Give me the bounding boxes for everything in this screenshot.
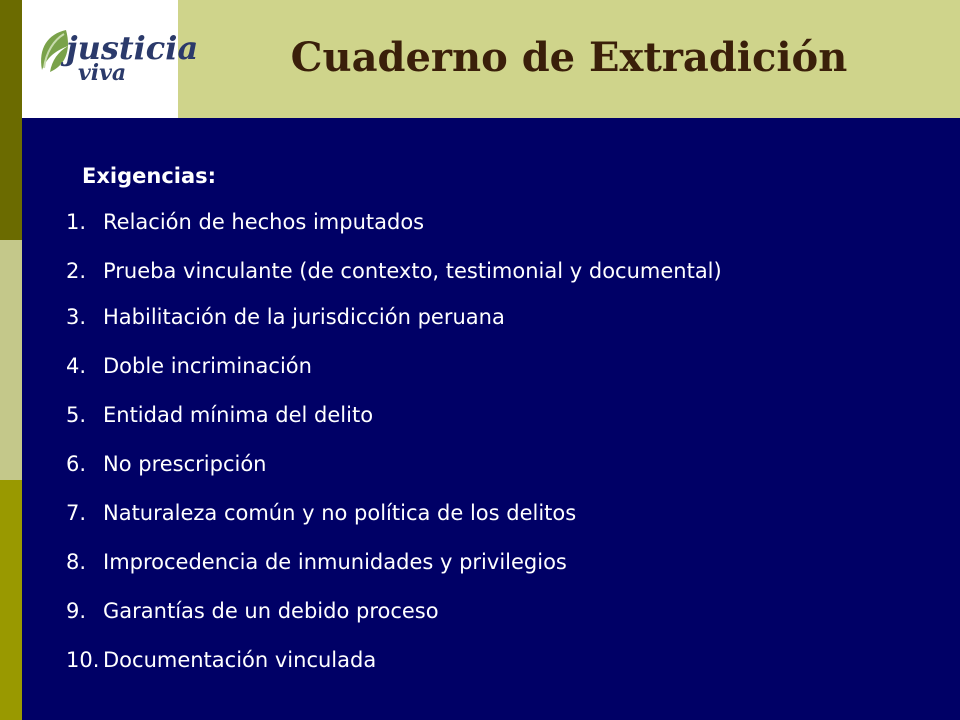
item-number: 4.	[66, 354, 87, 378]
side-strip-bottom	[0, 480, 22, 720]
list-item	[66, 352, 766, 380]
logo-word-viva: viva	[78, 60, 127, 86]
item-text: No prescripción	[103, 452, 267, 476]
logo	[22, 0, 199, 118]
item-text: Entidad mínima del delito	[103, 403, 374, 427]
item-text: Improcedencia de inmunidades y privilegios	[103, 550, 567, 574]
list-item	[66, 257, 766, 285]
side-strip-middle	[0, 240, 22, 480]
item-number: 8.	[66, 550, 87, 574]
item-text: Garantías de un debido proceso	[103, 599, 439, 623]
side-strip-top	[0, 0, 22, 240]
list-heading: Exigencias:	[82, 164, 217, 188]
item-text: Habilitación de la jurisdicción peruana	[103, 305, 505, 329]
item-number: 5.	[66, 403, 87, 427]
item-number: 10.	[66, 648, 100, 672]
list-item	[66, 597, 766, 625]
list-item	[66, 401, 766, 429]
item-text: Documentación vinculada	[103, 648, 377, 672]
slide-title: Cuaderno de Extradición	[290, 34, 848, 81]
item-number: 2.	[66, 259, 87, 283]
item-text: Naturaleza común y no política de los delitos	[103, 501, 577, 525]
item-text: Prueba vinculante (de contexto, testimonial y documental)	[103, 259, 722, 283]
item-number: 9.	[66, 599, 87, 623]
list-item	[66, 208, 766, 236]
list-item	[66, 303, 766, 331]
requirements-list	[66, 208, 766, 695]
list-item	[66, 499, 766, 527]
item-number: 3.	[66, 305, 87, 329]
item-text: Relación de hechos imputados	[103, 210, 425, 234]
item-number: 6.	[66, 452, 87, 476]
item-text: Doble incriminación	[103, 354, 312, 378]
list-item	[66, 548, 766, 576]
list-item	[66, 646, 766, 674]
item-number: 7.	[66, 501, 87, 525]
list-item	[66, 450, 766, 478]
item-number: 1.	[66, 210, 87, 234]
logo-word-justicia: justicia	[66, 29, 199, 67]
